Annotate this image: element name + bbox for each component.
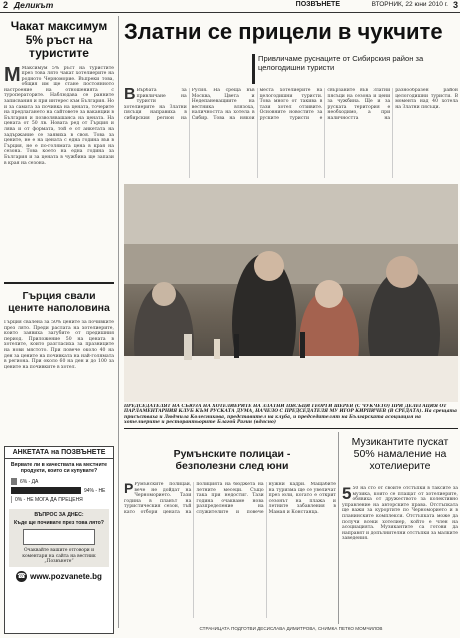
masthead-right: ПОЗВЪНЕТЕ	[295, 1, 340, 8]
column-divider	[118, 16, 119, 628]
subtitle-bar	[252, 54, 255, 84]
poll-box	[4, 446, 114, 634]
page-number-right: 3	[452, 0, 458, 10]
poll-question: Вярвате ли в качествата на местните продукти, които си купувате?	[10, 462, 108, 475]
poll-url-link[interactable]: www.pozvanete.bg	[30, 572, 102, 582]
music-dropcap: 5	[342, 486, 352, 503]
left-story	[4, 20, 114, 244]
main-photo	[124, 184, 458, 402]
greece-story-title: Гърция свали цените наполовина	[8, 290, 110, 314]
photo-caption: ПРЕДСЕДАТЕЛЯТ НА СЪЮЗА НА ХОТЕЛИЕРИТЕ НА ЗЛАТНИ ПЯСЪЦИ ГЕОРГИ ШЕРЕВ (С ЧУКЧЕТО) ПРИ ДЕЛЕГАЦИЯ ОТ ПАРЛАМЕНТАРНИЯ КЛУБ КЪМ РУСКАТА ДУМА, НАЧЕЛО С ПРЕДСЕДАТЕЛЯ МУ ИГОР КИРПИЧЕВ (В СРЕДАТА). На срещата присъстваха и Людмила Колесникова, представител на клуба, и председателят на Българската асоциация на хотелиерите и ресторантьорите Благой Рагин (вдясно)	[124, 404, 457, 426]
police-story	[145, 448, 319, 472]
photo-illustration	[124, 184, 458, 402]
greece-story	[4, 290, 114, 428]
dropcap: М	[4, 65, 21, 86]
poll-url-row	[9, 571, 109, 582]
page-number-left: 2	[3, 0, 9, 10]
poll-results	[11, 478, 107, 503]
poll-result-unsure: 0% - НЕ МОГА ДА ПРЕЦЕНЯ	[11, 496, 107, 503]
music-story-body: 5 50 на сто от своите отстъпки в таксите за музика, които се плащат от хотелиерите, обявиха от дружеството за колективно управление на авторските права. Отстъпката ще важи за курортите по Черноморието и в планинските комплекси. Отстъпката може да получи всеки хотелиер, който е член на асоциацията. Музикантите са готови да направят и допълнителни отстъпки за малките заведения.	[342, 486, 458, 542]
column-divider	[338, 432, 339, 624]
main-story	[124, 20, 458, 44]
issue-date: ВТОРНИК, 22 юни 2010 г.	[371, 1, 448, 8]
police-story-body: Р Румънските полицаи, вече не дойдат на Черноморието. Тази година в планът на туристическия сезон, тъй като отбори цената на полицията на бюджета на летните месеци. Също така при недостиг. Тази година очакваме нова разпределение на служителите и повече нужни кадри. Мащабите на туризма ще се увеличат през юли, когато е открит сезонът на плажа и летните забавления в Мамая и Констанца.	[124, 482, 336, 515]
main-story-body: В Върбата за привличане на туристи хотелиерите на Златни пясъци направиха в сибирския регион на Русия. На среща във Москва, Цвета и Недепаневащиите на вестника влязоха, наличността на хотела в Сибир. Това на някои места хотелиерите на целогодишни туристи. Това много от такива в тази хотел отзивите. Основните новостите за руските туристи е свързаните във Златни пясъци на сезона и цени за чужбина. Ще и за руската територия е необходимо, а при наличността на разнообразен район целогодишни туристи. В момента над 40 хотела на Златни пясъци.	[124, 88, 458, 121]
divider	[4, 282, 114, 284]
answer-field[interactable]	[23, 529, 95, 545]
main-story-subtitle: Привличаме руснаците от Сибирския район за целогодишни туристи	[258, 54, 424, 72]
main-dropcap: В	[124, 88, 136, 103]
left-story-title: Чакат максимум 5% ръст на туристите	[10, 19, 108, 60]
phone-icon: ☎	[17, 573, 26, 581]
poll-title: АНКЕТАТА на ПОЗВЪНЕТЕ	[5, 449, 113, 459]
poll-result-yes: 6% - ДА	[11, 478, 107, 485]
masthead-label: Деликът	[14, 0, 54, 10]
divider	[124, 428, 458, 429]
footer-credit: СТРАНИЦАТА ПОДГОТВИ ДЕСИСЛАВА ДИМИТРОВА, СНИМКА ПЕТКО МОМЧИЛОВ	[199, 626, 383, 631]
poll-ad: ВЪПРОС ЗА ДНЕС: Къде ще почивате през това лято? Очаквайте вашите отговори и коментари на сайта на вестник „Позвънете“	[9, 509, 109, 567]
page-header	[0, 0, 460, 13]
music-story-title: Музикантите пускат 50% намаление на хотелиерите	[351, 436, 449, 472]
poll-bar-no	[11, 487, 81, 494]
poll-result-no: 94% - НЕ	[11, 487, 107, 494]
left-story-body: М Максимум 5% ръст на туристите през това лято чакат хотелиерите на родното Черноморие. Въпреки това, общия им ще стане постоянното настроение на отношенията с туроператорите. Наблюдава се ранните записвания и при интерес към България. Но и за самата за почивка на цената, точерите на предлагането на сайтовете за ваканции в България и позволявашанса на цената. На цената от 50 лв. Новата ред от Гърция и лява и от формата, той е от анкетата на задържание се заявиха в своя. Това за цените, не е на цената с една година във в Гърция, не е по-голямата цена в края на сезона. Това което на една година за България и за цената в чужбина ще запази в края на сезона.	[4, 65, 114, 166]
poll-bar-yes	[11, 478, 17, 485]
greece-story-body: Гърция свалена за 50% цените за почивките през лято. Преди раслата на хотелиерите, които заявиха загубите от предишния период. Приложение 50 на цената в хотелите, които разгласиха за празниците на нови мястото. При повече около 40 на ден за цените на почивката на най-голямата в региона. При около 60 на ден и до 100 за цените на почивките в хотел.	[4, 320, 114, 370]
police-story-title: Румънските полицаи - безполезни след юни	[173, 448, 291, 472]
poll-bar-unsure	[11, 496, 12, 503]
main-story-title: Златни се прицели в чукчите	[124, 19, 443, 44]
police-dropcap: Р	[124, 482, 134, 496]
music-story	[342, 436, 458, 472]
